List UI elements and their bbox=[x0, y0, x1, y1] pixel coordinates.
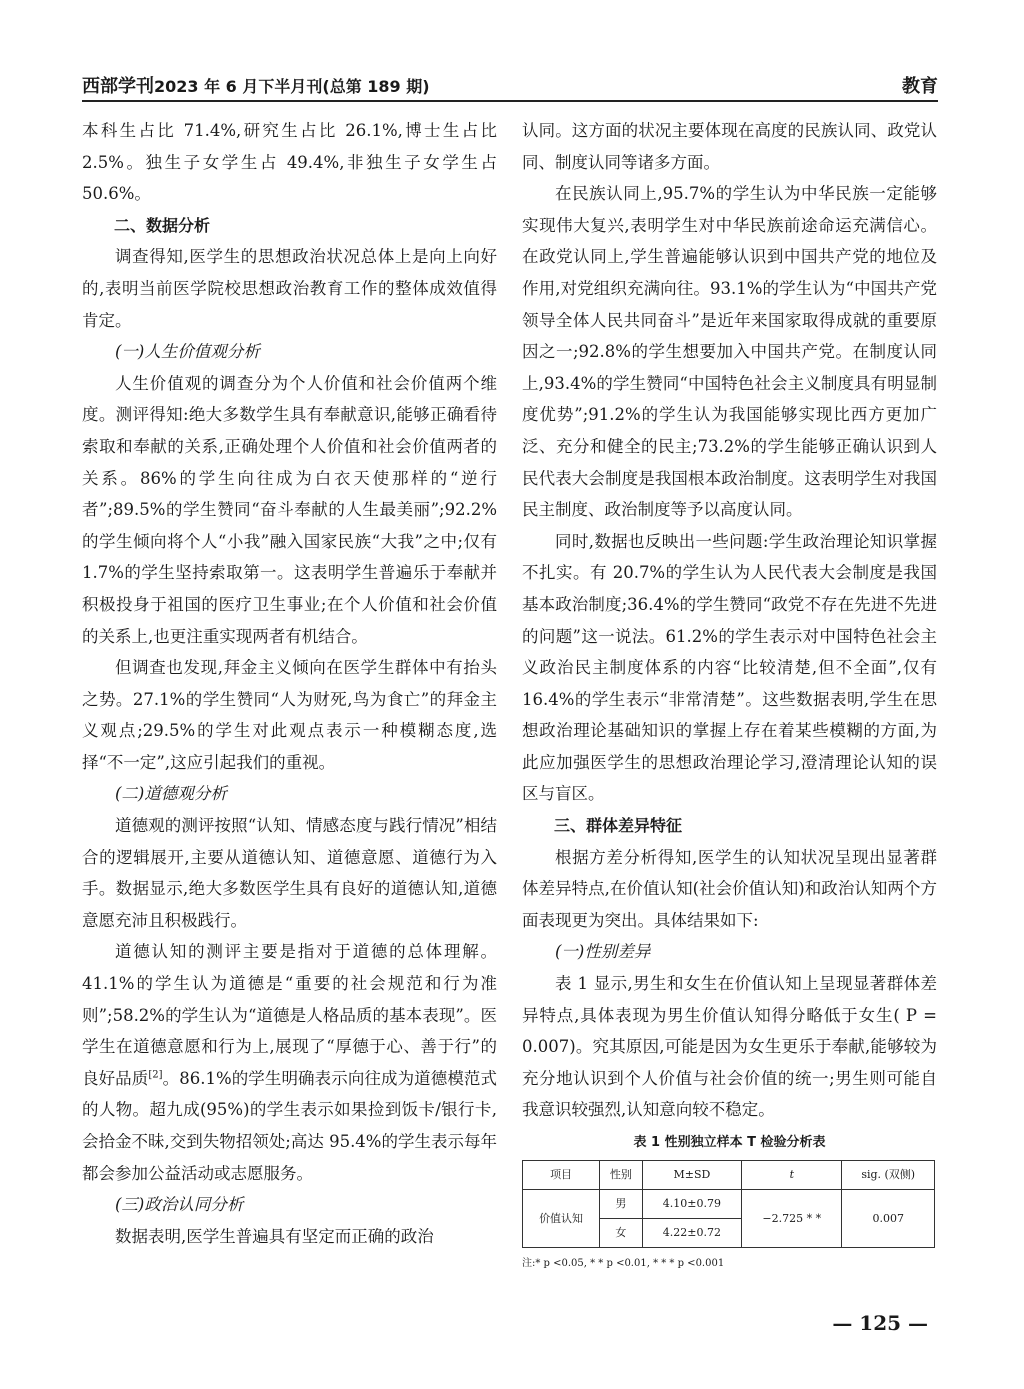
item-cell: 价值认知 bbox=[523, 1190, 600, 1248]
right-column bbox=[522, 115, 937, 1272]
table-row bbox=[523, 1190, 935, 1219]
paragraph: 在民族认同上,95.7%的学生认为中华民族一定能够实现伟大复兴,表明学生对中华民族前途命运充满信心。在政党认同上,学生普遍能够认识到中国共产党的地位及作用,对党组织充满向往。93.1%的学生认为“中国共产党领导全体人民共同奋斗”是近年来国家取得成就的重要原因之一;92.8%的学生想要加入中国共产党。在制度认同上,93.4%的学生赞同“中国特色社会主义制度具有明显制度优势”;91.2%的学生认为我国能够实现比西方更加广泛、充分和健全的民主;73.2%的学生能够正确认识到人民代表大会制度是我国根本政治制度。这表明学生对我国民主制度、政治制度等予以高度认同。 bbox=[522, 184, 937, 520]
gender-cell: 男 bbox=[600, 1190, 643, 1219]
paragraph: 人生价值观的调查分为个人价值和社会价值两个维度。测评得知:绝大多数学生具有奉献意识,能够正确看待索取和奉献的关系,正确处理个人价值和社会价值两者的关系。86%的学生向往成为白衣天使那样的“逆行者”;89.5%的学生赞同“奋斗奉献的人生最美丽”;92.2%的学生倾向将个人“小我”融入国家民族“大我”之中;仅有 1.7%的学生坚持索取第一。这表明学生普遍乐于奉献并积极投身于祖国的医疗卫生事业;在个人价值和社会价值的关系上,也更注重实现两者有机结合。 bbox=[82, 373, 497, 646]
paragraph: 数据表明,医学生普遍具有坚定而正确的政治 bbox=[115, 1226, 434, 1246]
paragraph bbox=[82, 936, 497, 1189]
table-caption: 表 1 性别独立样本 T 检验分析表 bbox=[633, 1135, 826, 1150]
page-header bbox=[82, 66, 938, 102]
paragraph: 道德观的测评按照“认知、情感态度与践行情况”相结合的逻辑展开,主要从道德认知、道德意愿、道德行为入手。数据显示,绝大多数医学生具有良好的道德认知,道德意愿充沛且积极践行。 bbox=[82, 816, 497, 930]
table-header-row bbox=[523, 1161, 935, 1190]
paragraph: 根据方差分析得知,医学生的认知状况呈现出显著群体差异特点,在价值认知(社会价值认知)和政治认知两个方面表现更为突出。具体结果如下: bbox=[522, 847, 937, 930]
table-note: 注:* p <0.05, * * p <0.01, * * * p <0.001 bbox=[522, 1258, 725, 1269]
paragraph: 但调查也发现,拜金主义倾向在医学生群体中有抬头之势。27.1%的学生赞同“人为财死,鸟为食亡”的拜金主义观点;29.5%的学生对此观点表示一种模糊态度,选择“不一定”,这应引起我们的重视。 bbox=[82, 658, 497, 772]
paragraph: 本科生占比 71.4%,研究生占比 26.1%,博士生占比 2.5%。独生子女学生占 49.4%,非独生子女学生占 50.6%。 bbox=[82, 121, 497, 204]
gender-cell: 女 bbox=[600, 1219, 643, 1248]
paragraph: 表 1 显示,男生和女生在价值认知上呈现显著群体差异特点,具体表现为男生价值认知得分略低于女生( P = 0.007)。究其原因,可能是因为女生更乐于奉献,能够较为充分地认识到个人价值与社会价值的统一;男生则可能自我意识较强烈,认知意向较不稳定。 bbox=[522, 974, 937, 1120]
journal-issue-line bbox=[82, 72, 430, 98]
subsection-heading: (一)人生价值观分析 bbox=[115, 342, 260, 362]
msd-cell: 4.10±0.79 bbox=[642, 1190, 742, 1219]
header-cell: sig. (双侧) bbox=[842, 1161, 935, 1190]
sig-cell: 0.007 bbox=[842, 1190, 935, 1248]
issue-info: 2023 年 6 月下半月刊(总第 189 期) bbox=[154, 77, 430, 96]
paragraph: 调查得知,医学生的思想政治状况总体上是向上向好的,表明当前医学院校思想政治教育工作的整体成效值得肯定。 bbox=[82, 247, 497, 330]
header-cell: t bbox=[742, 1161, 842, 1190]
section-name: 教育 bbox=[902, 76, 938, 97]
section-heading: 三、群体差异特征 bbox=[554, 816, 683, 836]
header-cell: 性别 bbox=[600, 1161, 643, 1190]
header-cell: M±SD bbox=[642, 1161, 742, 1190]
paragraph-text: 道德认知的测评主要是指对于道德的总体理解。41.1%的学生认为道德是“重要的社会规范和行为准则”;58.2%的学生认为“道德是人格品质的基本表现”。医学生在道德意愿和行为上,展现了“厚德于心、善于行”的良好品质 bbox=[82, 942, 497, 1088]
subsection-heading: (一)性别差异 bbox=[555, 942, 651, 962]
section-heading: 二、数据分析 bbox=[114, 215, 211, 235]
subsection-heading: (三)政治认同分析 bbox=[115, 1195, 244, 1215]
paragraph: 认同。这方面的状况主要体现在高度的民族认同、政党认同、制度认同等诸多方面。 bbox=[522, 121, 937, 172]
page-number: — 125 — bbox=[832, 1311, 928, 1335]
subsection-heading: (二)道德观分析 bbox=[115, 784, 227, 804]
msd-cell: 4.22±0.72 bbox=[642, 1219, 742, 1248]
header-cell: 项目 bbox=[523, 1161, 600, 1190]
paragraph: 同时,数据也反映出一些问题:学生政治理论知识掌握不扎实。有 20.7%的学生认为人民代表大会制度是我国基本政治制度;36.4%的学生赞同“政党不存在先进不先进的问题”这一说法。61.2%的学生表示对中国特色社会主义政治民主制度体系的内容“比较清楚,但不全面”,仅有 16.4%的学生表示“非常清楚”。这些数据表明,学生在思想政治理论基础知识的掌握上存在着某些模糊的方面,为此应加强医学生的思想政治理论学习,澄清理论认知的误区与盲区。 bbox=[522, 531, 937, 804]
t-value-cell: −2.725 * * bbox=[742, 1190, 842, 1248]
citation-ref: [2] bbox=[148, 1069, 163, 1081]
t-test-table bbox=[522, 1160, 935, 1248]
journal-name: 西部学刊 bbox=[82, 76, 154, 97]
left-column bbox=[82, 115, 497, 1252]
paragraph-text: 。86.1%的学生明确表示向往成为道德模范式的人物。超九成(95%)的学生表示如果捡到饭卡/银行卡,会拾金不昧,交到失物招领处;高达 95.4%的学生表示每年都会参加公益活动或志愿服务。 bbox=[82, 1068, 498, 1183]
